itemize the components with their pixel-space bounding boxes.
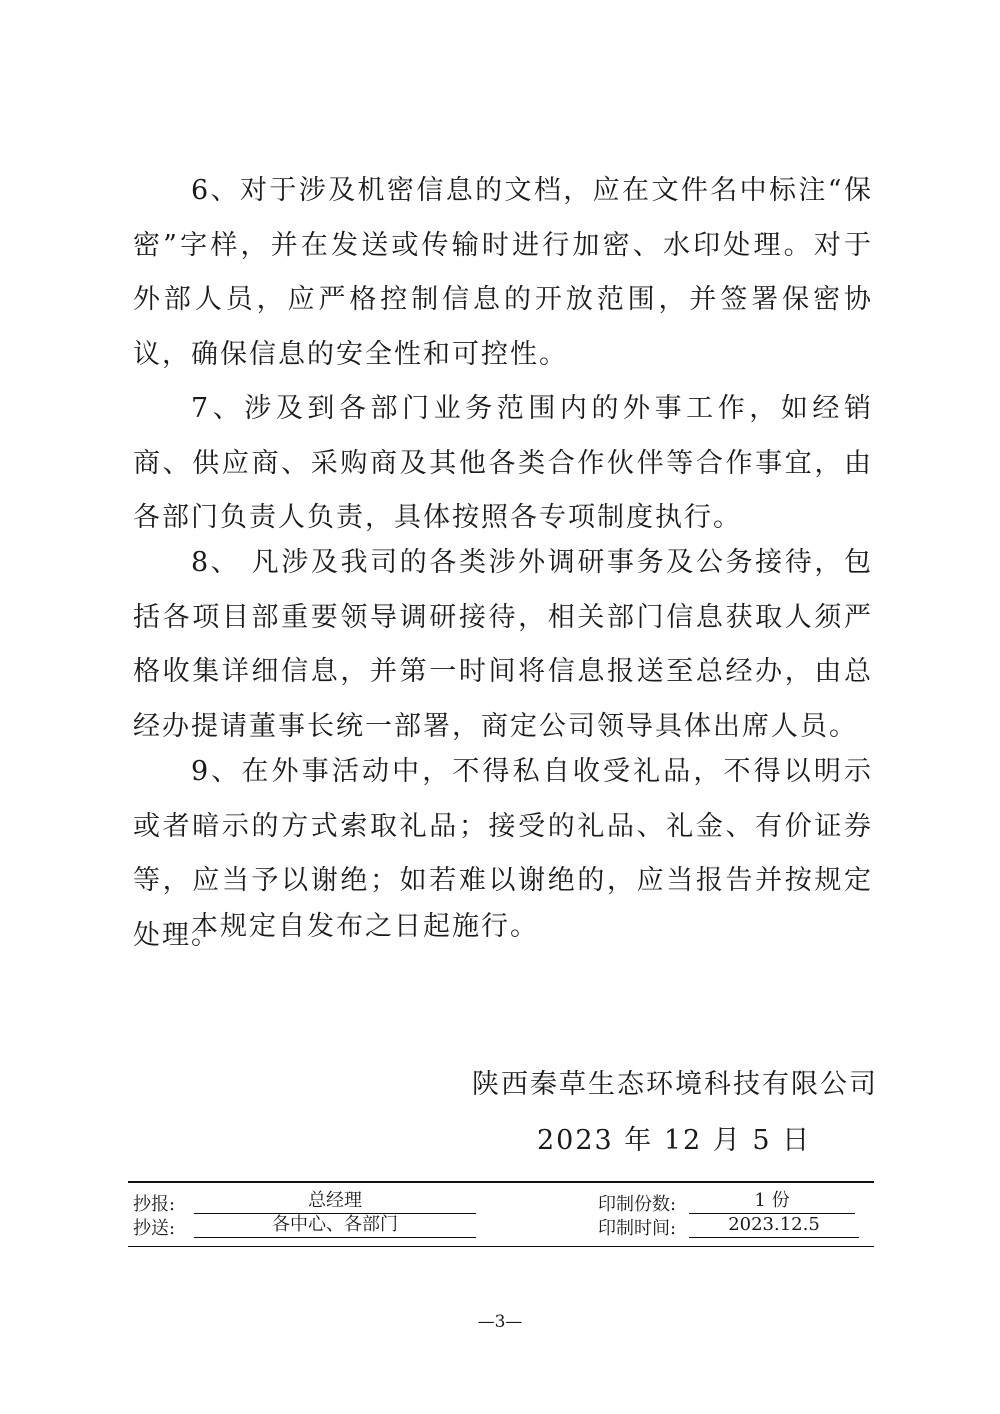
effective-statement: 本规定自发布之日起施行。 (191, 911, 539, 942)
copies-value: 1 份 (689, 1190, 855, 1214)
footer-row-cc (0, 1214, 1000, 1240)
company-name: 陕西秦草生态环境科技有限公司 (472, 1069, 878, 1100)
cc-label: 抄送: (133, 1218, 176, 1239)
copies-label: 印制份数: (598, 1194, 677, 1215)
report-value: 总经理 (194, 1190, 476, 1214)
report-label: 抄报: (133, 1194, 176, 1215)
footer-bottom-rule (128, 1246, 874, 1247)
page-number: —3— (477, 1312, 523, 1332)
issue-date: 2023 年 12 月 5 日 (537, 1125, 812, 1156)
paragraph-6: 6、对于涉及机密信息的文档，应在文件名中标注“保密”字样，并在发送或传输时进行加密、水印处理。对于外部人员，应严格控制信息的开放范围，并签署保密协议，确保信息的安全性和可控性。 (133, 175, 873, 370)
print-time-value: 2023.12.5 (689, 1214, 859, 1238)
footer-top-rule (128, 1181, 874, 1183)
paragraph-8: 8、 凡涉及我司的各类涉外调研事务及公务接待，包括各项目部重要领导调研接待，相关部门信息获取人须严格收集详细信息，并第一时间将信息报送至总经办，由总经办提请董事长统一部署，商定公司领导具体出席人员。 (133, 547, 873, 742)
cc-value: 各中心、各部门 (194, 1214, 476, 1238)
paragraph-7: 7、涉及到各部门业务范围内的外事工作，如经销商、供应商、采购商及其他各类合作伙伴等合作事宜，由各部门负责人负责，具体按照各专项制度执行。 (133, 393, 873, 533)
print-time-label: 印制时间: (598, 1218, 677, 1239)
paragraph-9: 9、在外事活动中，不得私自收受礼品，不得以明示或者暗示的方式索取礼品；接受的礼品、礼金、有价证券等，应当予以谢绝；如若难以谢绝的，应当报告并按规定处理。 (133, 756, 873, 951)
footer-row-report (0, 1190, 1000, 1216)
